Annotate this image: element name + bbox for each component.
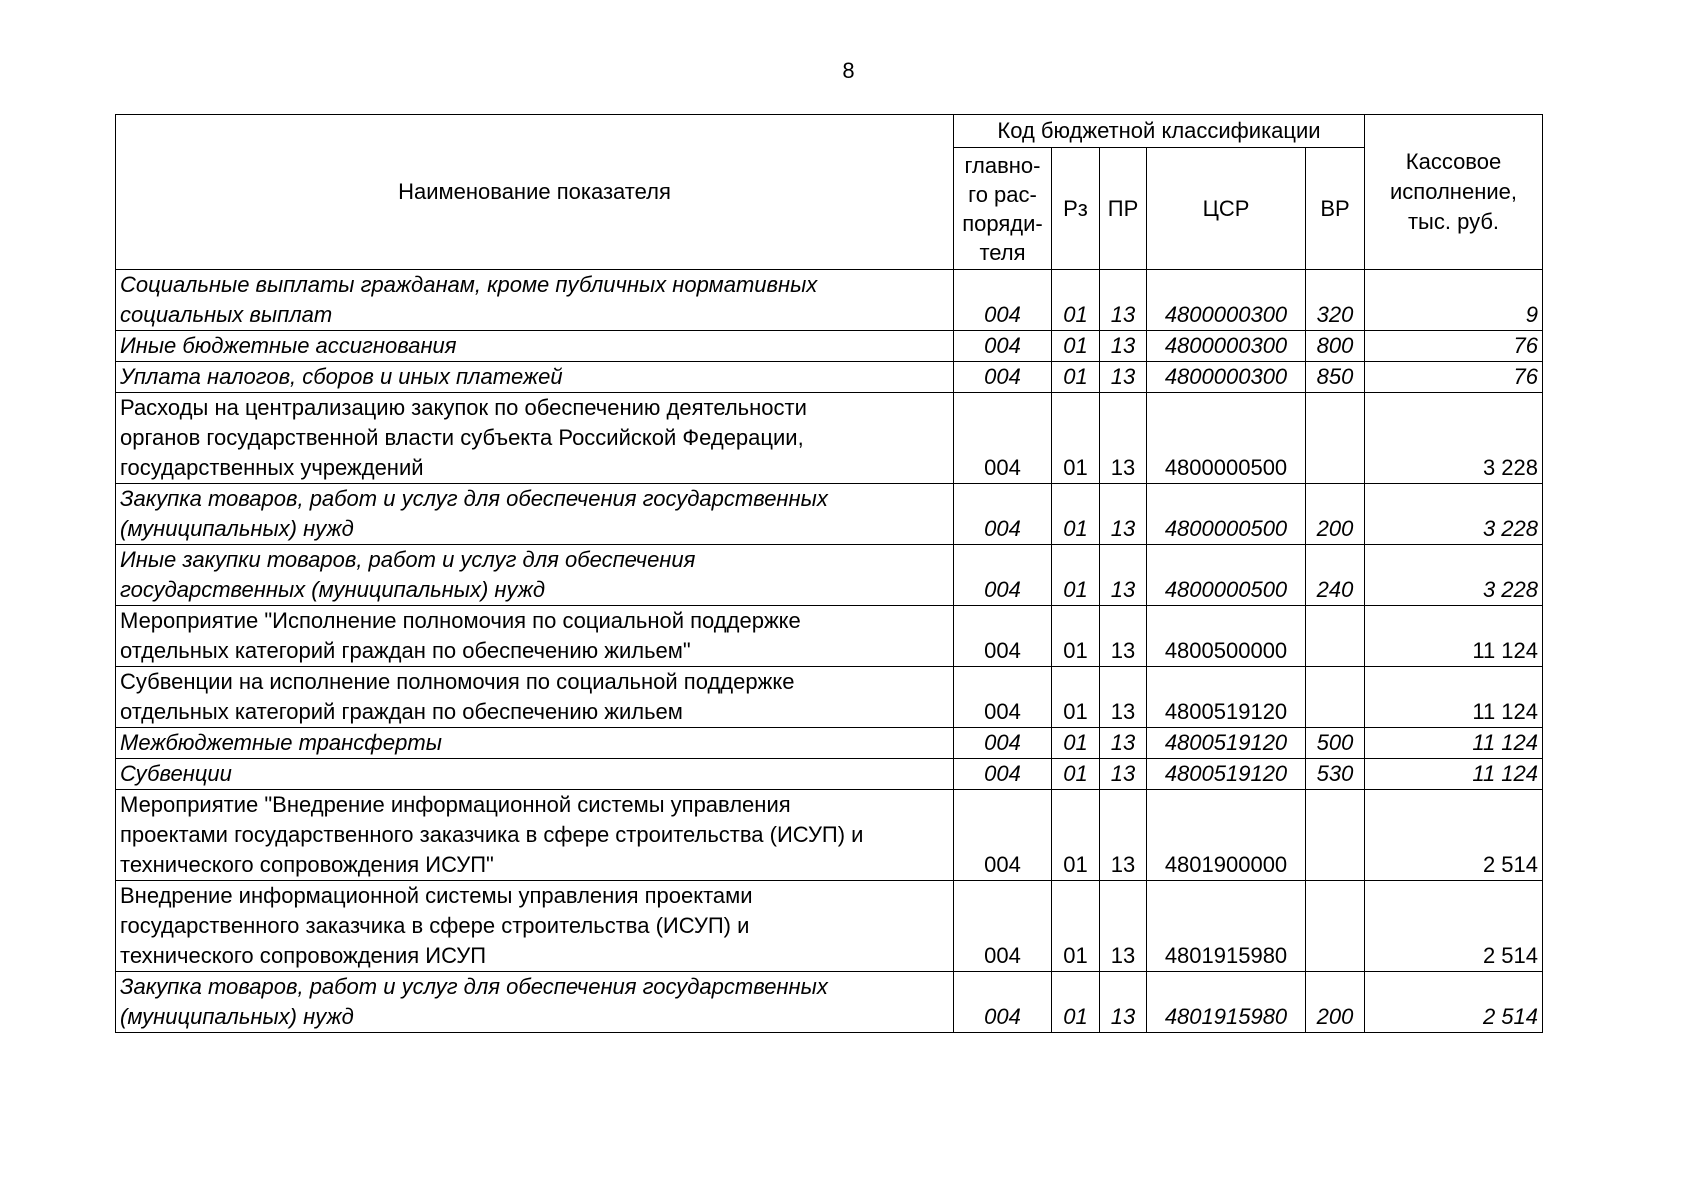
row-rz: 01 bbox=[1052, 728, 1100, 759]
row-name-line: органов государственной власти субъекта Российской Федерации, bbox=[120, 425, 804, 450]
row-rz: 01 bbox=[1052, 270, 1100, 331]
header-amount-line: Кассовое bbox=[1405, 149, 1502, 174]
row-csr: 4801915980 bbox=[1147, 881, 1306, 972]
row-vr: 200 bbox=[1306, 972, 1365, 1033]
row-csr: 4800000300 bbox=[1147, 362, 1306, 393]
row-amount: 11 124 bbox=[1365, 728, 1543, 759]
row-name-line: Иные закупки товаров, работ и услуг для обеспечения bbox=[120, 547, 696, 572]
header-name: Наименование показателя bbox=[116, 115, 954, 270]
header-vr: ВР bbox=[1306, 148, 1365, 270]
row-name-line: Субвенции на исполнение полномочия по социальной поддержке bbox=[120, 669, 795, 694]
page-number: 8 bbox=[842, 58, 855, 83]
row-name bbox=[116, 790, 954, 881]
table-row bbox=[116, 728, 1543, 759]
row-glavn: 004 bbox=[954, 606, 1052, 667]
row-glavn: 004 bbox=[954, 881, 1052, 972]
row-pr: 13 bbox=[1100, 728, 1147, 759]
table-row bbox=[116, 484, 1543, 545]
row-name-line: отдельных категорий граждан по обеспечению жильем bbox=[120, 699, 683, 724]
row-amount: 9 bbox=[1365, 270, 1543, 331]
row-pr: 13 bbox=[1100, 362, 1147, 393]
row-csr: 4800000300 bbox=[1147, 270, 1306, 331]
row-name-line: Мероприятие "Исполнение полномочия по социальной поддержке bbox=[120, 608, 801, 633]
row-name-line: Социальные выплаты гражданам, кроме публичных нормативных bbox=[120, 272, 818, 297]
row-name bbox=[116, 759, 954, 790]
row-name bbox=[116, 484, 954, 545]
row-pr: 13 bbox=[1100, 393, 1147, 484]
row-pr: 13 bbox=[1100, 484, 1147, 545]
row-pr: 13 bbox=[1100, 759, 1147, 790]
row-name-line: Субвенции bbox=[120, 761, 232, 786]
row-glavn: 004 bbox=[954, 545, 1052, 606]
row-name bbox=[116, 362, 954, 393]
row-rz: 01 bbox=[1052, 667, 1100, 728]
row-name-line: (муниципальных) нужд bbox=[120, 516, 354, 541]
row-name bbox=[116, 667, 954, 728]
header-amount-line: тыс. руб. bbox=[1407, 209, 1500, 234]
row-glavn: 004 bbox=[954, 270, 1052, 331]
header-glavn-line: го рас- bbox=[968, 181, 1037, 207]
row-name-line: Закупка товаров, работ и услуг для обеспечения государственных bbox=[120, 974, 828, 999]
row-name-line: технического сопровождения ИСУП" bbox=[120, 852, 494, 877]
row-vr bbox=[1306, 790, 1365, 881]
row-amount: 2 514 bbox=[1365, 881, 1543, 972]
table-row bbox=[116, 362, 1543, 393]
row-name-line: Иные бюджетные ассигнования bbox=[120, 333, 457, 358]
row-vr: 850 bbox=[1306, 362, 1365, 393]
row-name-line: Межбюджетные трансферты bbox=[120, 730, 442, 755]
row-name-line: государственного заказчика в сфере строительства (ИСУП) и bbox=[120, 913, 750, 938]
row-vr: 240 bbox=[1306, 545, 1365, 606]
header-rz: Рз bbox=[1052, 148, 1100, 270]
row-vr: 800 bbox=[1306, 331, 1365, 362]
row-glavn: 004 bbox=[954, 393, 1052, 484]
header-kbk: Код бюджетной классификации bbox=[954, 115, 1365, 148]
row-csr: 4800500000 bbox=[1147, 606, 1306, 667]
table-row bbox=[116, 331, 1543, 362]
row-name-line: государственных (муниципальных) нужд bbox=[120, 577, 546, 602]
row-name-line: Расходы на централизацию закупок по обеспечению деятельности bbox=[120, 395, 807, 420]
row-amount: 3 228 bbox=[1365, 393, 1543, 484]
row-glavn: 004 bbox=[954, 759, 1052, 790]
row-csr: 4800000500 bbox=[1147, 484, 1306, 545]
row-csr: 4800000500 bbox=[1147, 393, 1306, 484]
row-name-line: (муниципальных) нужд bbox=[120, 1004, 354, 1029]
row-name-line: Мероприятие "Внедрение информационной системы управления bbox=[120, 792, 791, 817]
row-amount: 2 514 bbox=[1365, 972, 1543, 1033]
row-glavn: 004 bbox=[954, 667, 1052, 728]
table-row bbox=[116, 393, 1543, 484]
row-name-line: проектами государственного заказчика в сфере строительства (ИСУП) и bbox=[120, 822, 864, 847]
row-vr: 200 bbox=[1306, 484, 1365, 545]
row-amount: 76 bbox=[1365, 362, 1543, 393]
row-rz: 01 bbox=[1052, 362, 1100, 393]
row-glavn: 004 bbox=[954, 972, 1052, 1033]
header-csr: ЦСР bbox=[1147, 148, 1306, 270]
table-row bbox=[116, 606, 1543, 667]
row-name-line: государственных учреждений bbox=[120, 455, 424, 480]
header-glavn-line: теля bbox=[979, 239, 1026, 265]
row-pr: 13 bbox=[1100, 270, 1147, 331]
row-amount: 76 bbox=[1365, 331, 1543, 362]
row-csr: 4800000500 bbox=[1147, 545, 1306, 606]
row-pr: 13 bbox=[1100, 881, 1147, 972]
table-row bbox=[116, 759, 1543, 790]
row-amount: 11 124 bbox=[1365, 667, 1543, 728]
row-name bbox=[116, 545, 954, 606]
header-glavn bbox=[954, 148, 1052, 270]
row-glavn: 004 bbox=[954, 331, 1052, 362]
row-pr: 13 bbox=[1100, 331, 1147, 362]
row-vr bbox=[1306, 606, 1365, 667]
row-vr bbox=[1306, 667, 1365, 728]
row-amount: 2 514 bbox=[1365, 790, 1543, 881]
header-glavn-line: поряди- bbox=[962, 210, 1043, 236]
row-rz: 01 bbox=[1052, 881, 1100, 972]
row-name-line: социальных выплат bbox=[120, 302, 333, 327]
row-name-line: технического сопровождения ИСУП bbox=[120, 943, 487, 968]
row-rz: 01 bbox=[1052, 790, 1100, 881]
row-glavn: 004 bbox=[954, 790, 1052, 881]
row-rz: 01 bbox=[1052, 484, 1100, 545]
row-pr: 13 bbox=[1100, 545, 1147, 606]
row-rz: 01 bbox=[1052, 606, 1100, 667]
row-name-line: Закупка товаров, работ и услуг для обеспечения государственных bbox=[120, 486, 828, 511]
table-row bbox=[116, 545, 1543, 606]
row-rz: 01 bbox=[1052, 972, 1100, 1033]
table-row bbox=[116, 881, 1543, 972]
row-pr: 13 bbox=[1100, 606, 1147, 667]
budget-table bbox=[115, 114, 1543, 1033]
header-pr: ПР bbox=[1100, 148, 1147, 270]
row-amount: 11 124 bbox=[1365, 759, 1543, 790]
row-vr: 320 bbox=[1306, 270, 1365, 331]
row-rz: 01 bbox=[1052, 331, 1100, 362]
row-csr: 4800519120 bbox=[1147, 728, 1306, 759]
table-row bbox=[116, 972, 1543, 1033]
row-pr: 13 bbox=[1100, 790, 1147, 881]
row-name-line: отдельных категорий граждан по обеспечению жильем" bbox=[120, 638, 691, 663]
table-row bbox=[116, 270, 1543, 331]
row-csr: 4800000300 bbox=[1147, 331, 1306, 362]
table-row bbox=[116, 667, 1543, 728]
row-csr: 4800519120 bbox=[1147, 667, 1306, 728]
row-csr: 4801915980 bbox=[1147, 972, 1306, 1033]
row-rz: 01 bbox=[1052, 759, 1100, 790]
row-vr: 500 bbox=[1306, 728, 1365, 759]
row-name bbox=[116, 606, 954, 667]
row-csr: 4801900000 bbox=[1147, 790, 1306, 881]
header-glavn-line: главно- bbox=[964, 152, 1041, 178]
row-vr bbox=[1306, 881, 1365, 972]
row-glavn: 004 bbox=[954, 728, 1052, 759]
row-pr: 13 bbox=[1100, 667, 1147, 728]
row-csr: 4800519120 bbox=[1147, 759, 1306, 790]
header-amount-line: исполнение, bbox=[1390, 179, 1517, 204]
row-vr: 530 bbox=[1306, 759, 1365, 790]
row-name bbox=[116, 331, 954, 362]
row-rz: 01 bbox=[1052, 393, 1100, 484]
row-glavn: 004 bbox=[954, 362, 1052, 393]
row-glavn: 004 bbox=[954, 484, 1052, 545]
table-row bbox=[116, 790, 1543, 881]
row-name bbox=[116, 728, 954, 759]
row-name bbox=[116, 270, 954, 331]
row-name-line: Внедрение информационной системы управления проектами bbox=[120, 883, 753, 908]
row-pr: 13 bbox=[1100, 972, 1147, 1033]
row-name bbox=[116, 393, 954, 484]
row-amount: 11 124 bbox=[1365, 606, 1543, 667]
row-amount: 3 228 bbox=[1365, 484, 1543, 545]
row-rz: 01 bbox=[1052, 545, 1100, 606]
row-amount: 3 228 bbox=[1365, 545, 1543, 606]
table-body bbox=[116, 270, 1543, 1033]
row-name bbox=[116, 972, 954, 1033]
row-name-line: Уплата налогов, сборов и иных платежей bbox=[120, 364, 563, 389]
row-name bbox=[116, 881, 954, 972]
row-vr bbox=[1306, 393, 1365, 484]
header-amount bbox=[1365, 115, 1543, 270]
